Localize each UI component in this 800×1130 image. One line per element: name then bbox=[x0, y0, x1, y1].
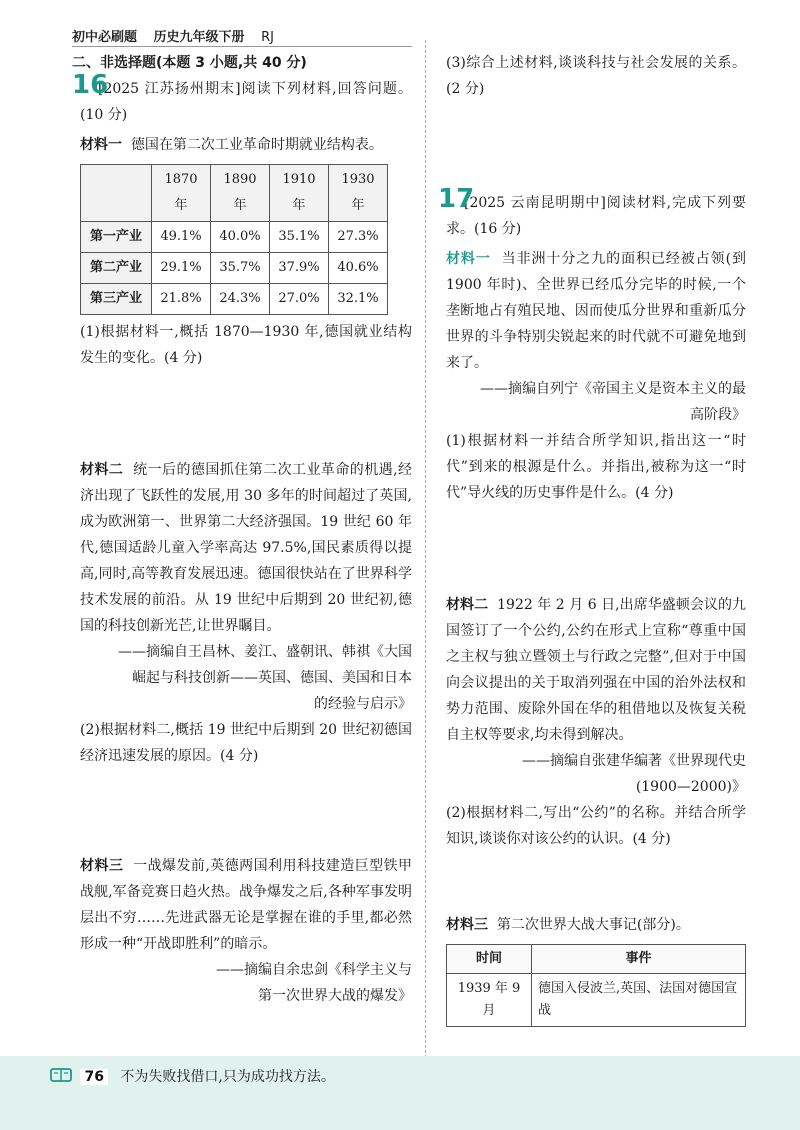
material-source: (1900—2000)》 bbox=[635, 779, 746, 795]
answer-space bbox=[446, 852, 746, 912]
table-cell: 40.0% bbox=[211, 222, 270, 253]
answer-space bbox=[446, 102, 746, 190]
material-2 bbox=[80, 457, 412, 639]
year-header: 1870 年 bbox=[152, 165, 211, 222]
question-number: 16 bbox=[72, 70, 109, 100]
material-label: 材料二 bbox=[446, 597, 489, 613]
year-header: 1890 年 bbox=[211, 165, 270, 222]
event-time: 1939 年 9 月 bbox=[447, 974, 532, 1027]
table-cell: 35.7% bbox=[211, 253, 270, 284]
left-column bbox=[72, 50, 413, 1009]
question-prompt: [2025 江苏扬州期末]阅读下列材料,回答问题。(10 分) bbox=[80, 81, 412, 123]
table-cell: 29.1% bbox=[152, 253, 211, 284]
subject-title: 历史九年级下册 bbox=[153, 30, 245, 45]
material-label: 材料二 bbox=[80, 462, 124, 478]
table-cell: 49.1% bbox=[152, 222, 211, 253]
sub-question-1: (1)根据材料一并结合所学知识,指出这一“时代”到来的根源是什么。并指出,被称为这一“时代”导火线的历史事件是什么。(4 分) bbox=[446, 433, 746, 501]
page-footer bbox=[0, 1056, 800, 1130]
material-source: ——摘编自王昌林、姜江、盛朝讯、韩祺《大国 bbox=[118, 644, 412, 660]
table-cell: 27.3% bbox=[329, 222, 388, 253]
table-cell: 40.6% bbox=[329, 253, 388, 284]
series-title: 初中必刷题 bbox=[72, 30, 138, 45]
table-corner bbox=[81, 165, 152, 222]
sub-question-1: (1)根据材料一,概括 1870—1930 年,德国就业结构发生的变化。(4 分) bbox=[80, 324, 412, 366]
material-1 bbox=[80, 132, 412, 158]
material-3 bbox=[80, 853, 412, 957]
answer-space bbox=[446, 506, 746, 592]
material-source: 第一次世界大战的爆发》 bbox=[258, 988, 412, 1004]
table-row bbox=[81, 253, 388, 284]
question-16 bbox=[72, 70, 412, 128]
material-label: 材料一 bbox=[446, 251, 491, 267]
material-label: 材料三 bbox=[80, 858, 124, 874]
material-text: 1922 年 2 月 6 日,出席华盛顿会议的九国签订了一个公约,公约在形式上宣称“尊重中国之主权与独立暨领土与行政之完整”,但对于中国向会议提出的关于取消列强在中国的治外法权和势力范围、废除外国在华的租借地以及恢复关税自主权等要求,均未得到解决。 bbox=[446, 597, 747, 743]
table-cell: 37.9% bbox=[270, 253, 329, 284]
employment-table bbox=[80, 164, 388, 315]
section-title: 二、非选择题(本题 3 小题,共 40 分) bbox=[72, 55, 307, 71]
table-cell: 27.0% bbox=[270, 284, 329, 315]
page-number: 76 bbox=[80, 1069, 107, 1085]
material-3 bbox=[446, 912, 746, 938]
table-cell: 21.8% bbox=[152, 284, 211, 315]
year-header: 1930 年 bbox=[329, 165, 388, 222]
answer-space bbox=[80, 371, 412, 457]
table-cell: 32.1% bbox=[329, 284, 388, 315]
material-text: 当非洲十分之九的面积已经被占领(到 1900 年时)、全世界已经瓜分完毕的时候,一个垄断地占有殖民地、因而使瓜分世界和重新瓜分世界的斗争特别尖锐起来的时代就不可避免地到来了。 bbox=[446, 251, 747, 371]
material-2 bbox=[446, 592, 746, 748]
edition-label: RJ bbox=[261, 30, 274, 45]
sub-question-2: (2)根据材料二,写出“公约”的名称。并结合所学知识,谈谈你对该公约的认识。(4 分) bbox=[446, 805, 746, 847]
material-1 bbox=[446, 246, 746, 376]
answer-space bbox=[80, 769, 412, 853]
material-label: 材料一 bbox=[80, 137, 122, 153]
material-source: ——摘编自列宁《帝国主义是资本主义的最 bbox=[480, 381, 746, 397]
question-number: 17 bbox=[438, 184, 475, 214]
material-source: 的经验与启示》 bbox=[314, 696, 412, 712]
table-row bbox=[81, 284, 388, 315]
year-header: 1910 年 bbox=[270, 165, 329, 222]
column-divider bbox=[425, 40, 426, 1058]
material-source: ——摘编自余忠剑《科学主义与 bbox=[216, 962, 412, 978]
sub-question-3: (3)综合上述材料,谈谈科技与社会发展的关系。(2 分) bbox=[446, 55, 746, 97]
material-source: ——摘编自张建华编著《世界现代史 bbox=[522, 753, 746, 769]
table-cell: 35.1% bbox=[270, 222, 329, 253]
header-rule bbox=[72, 46, 412, 47]
sub-question-2: (2)根据材料二,概括 19 世纪中后期到 20 世纪初德国经济迅速发展的原因。(4 分) bbox=[80, 722, 412, 764]
material-text: 第二次世界大战大事记(部分)。 bbox=[496, 917, 690, 933]
event-header: 事件 bbox=[532, 945, 746, 974]
row-header: 第三产业 bbox=[81, 284, 152, 315]
right-column bbox=[438, 50, 747, 1027]
material-source: 崛起与科技创新——英国、德国、美国和日本 bbox=[132, 670, 412, 686]
row-header: 第二产业 bbox=[81, 253, 152, 284]
time-header: 时间 bbox=[447, 945, 532, 974]
material-source: 高阶段》 bbox=[690, 407, 746, 423]
material-text: 德国在第二次工业革命时期就业结构表。 bbox=[130, 137, 383, 153]
table-row bbox=[447, 974, 746, 1027]
question-17 bbox=[438, 184, 746, 242]
table-cell: 24.3% bbox=[211, 284, 270, 315]
table-row bbox=[81, 222, 388, 253]
page-header bbox=[72, 26, 286, 45]
question-prompt: [2025 云南昆明期中]阅读材料,完成下列要求。(16 分) bbox=[446, 195, 746, 237]
material-text: 一战爆发前,英德两国利用科技建造巨型铁甲战舰,军备竞赛日趋火热。战争爆发之后,各种军事发明层出不穷……先进武器无论是掌握在谁的手里,都必然形成一种“开战即胜利”的暗示。 bbox=[80, 858, 413, 952]
material-label: 材料三 bbox=[446, 917, 488, 933]
event-description: 德国入侵波兰,英国、法国对德国宣战 bbox=[532, 974, 746, 1027]
row-header: 第一产业 bbox=[81, 222, 152, 253]
events-table bbox=[446, 944, 746, 1027]
footer-motto: 不为失败找借口,只为成功找方法。 bbox=[120, 1069, 335, 1085]
book-icon bbox=[50, 1067, 72, 1087]
footer-content bbox=[50, 1066, 335, 1087]
material-text: 统一后的德国抓住第二次工业革命的机遇,经济出现了飞跃性的发展,用 30 多年的时间超过了英国,成为欧洲第一、世界第二大经济强国。19 世纪 60 年代,德国适龄儿童入学率高达 97.5%,国民素质得以提高,同时,高等教育发展迅速。德国很快站在了世界科学技术发展的前沿。从 19 世纪中后期到 20 世纪初,德国的科技创新光芒,让世界瞩目。 bbox=[80, 462, 413, 634]
